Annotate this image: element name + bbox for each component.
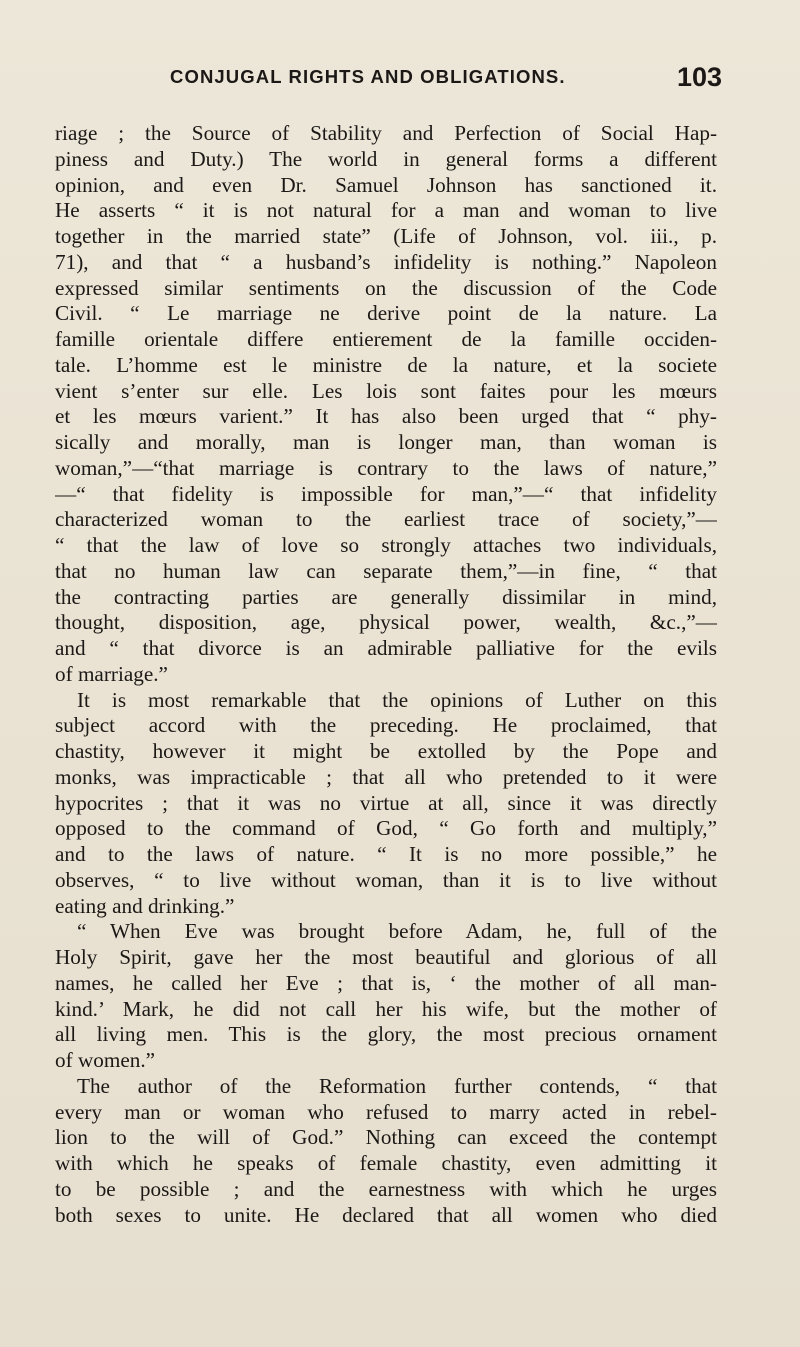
text-line: 71), and that “ a husband’s infidelity is nothing.” Napoleon	[55, 249, 717, 274]
text-line: woman,”—“that marriage is contrary to the laws of nature,”	[55, 455, 717, 480]
text-line: eating and drinking.”	[55, 893, 235, 918]
text-line: names, he called her Eve ; that is, ‘ the mother of all man-	[55, 970, 717, 995]
text-line: of women.”	[55, 1048, 156, 1072]
text-line: and to the laws of nature. “ It is no more possible,” he	[55, 842, 717, 866]
text-line: famille orientale differe entierement de la famille occiden-	[55, 327, 717, 351]
text-line: with which he speaks of female chastity, even admitting it	[55, 1151, 717, 1175]
text-line: hypocrites ; that it was no virtue at all, since it was directly	[55, 790, 717, 815]
text-line: opposed to the command of God, “ Go forth and multiply,”	[55, 816, 717, 841]
text-line: that no human law can separate them,”—in fine, “ that	[55, 558, 717, 583]
text-line: Holy Spirit, gave her the most beautiful and glorious of all	[55, 945, 717, 969]
text-line: of marriage.”	[55, 661, 168, 686]
text-line: The author of the Reformation further contends, “ that	[77, 1073, 717, 1098]
text-line: riage ; the Source of Stability and Perfection of Social Hap-	[55, 121, 717, 145]
text-line: thought, disposition, age, physical power, wealth, &c.,”—	[55, 610, 717, 635]
text-line: characterized woman to the earliest trace of society,”—	[55, 507, 717, 532]
text-line: monks, was impracticable ; that all who pretended to it were	[55, 764, 717, 789]
text-line: —“ that fidelity is impossible for man,”—“ that infidelity	[55, 481, 717, 506]
text-line: piness and Duty.) The world in general forms a different	[55, 146, 717, 171]
text-line: sically and morally, man is longer man, than woman is	[55, 430, 717, 454]
text-line: chastity, however it might be extolled by the Pope and	[55, 739, 717, 763]
text-line: expressed similar sentiments on the discussion of the Code	[55, 275, 717, 300]
text-line: It is most remarkable that the opinions of Luther on this	[77, 687, 717, 712]
page-header	[170, 62, 722, 102]
text-line: opinion, and even Dr. Samuel Johnson has sanctioned it.	[55, 172, 717, 197]
text-line: “ When Eve was brought before Adam, he, full of the	[77, 919, 717, 944]
text-line: lion to the will of God.” Nothing can exceed the contempt	[55, 1125, 717, 1150]
page-number: 103	[676, 62, 722, 92]
text-line: subject accord with the preceding. He proclaimed, that	[55, 713, 717, 738]
text-line: observes, “ to live without woman, than it is to live without	[55, 867, 717, 892]
running-title: CONJUGAL RIGHTS AND OBLIGATIONS.	[170, 66, 566, 87]
text-line: Civil. “ Le marriage ne derive point de la nature. La	[55, 301, 717, 326]
text-line: and “ that divorce is an admirable palliative for the evils	[55, 636, 717, 660]
text-line: all living men. This is the glory, the most precious ornament	[55, 1022, 717, 1047]
text-line: the contracting parties are generally dissimilar in mind,	[55, 584, 717, 609]
text-line: together in the married state” (Life of Johnson, vol. iii., p.	[55, 224, 717, 248]
text-line: every man or woman who refused to marry acted in rebel-	[55, 1099, 717, 1124]
text-line: vient s’enter sur elle. Les lois sont faites pour les mœurs	[55, 378, 717, 403]
text-line: et les mœurs varient.” It has also been urged that “ phy-	[55, 404, 717, 429]
text-line: tale. L’homme est le ministre de la nature, et la societe	[55, 352, 717, 377]
text-line: kind.’ Mark, he did not call her his wife, but the mother of	[55, 996, 717, 1021]
text-line: both sexes to unite. He declared that all women who died	[55, 1202, 717, 1227]
text-line: “ that the law of love so strongly attaches two individuals,	[55, 533, 717, 557]
text-line: to be possible ; and the earnestness with which he urges	[55, 1176, 717, 1201]
body-text	[55, 121, 717, 1228]
text-line: He asserts “ it is not natural for a man and woman to live	[55, 198, 717, 223]
